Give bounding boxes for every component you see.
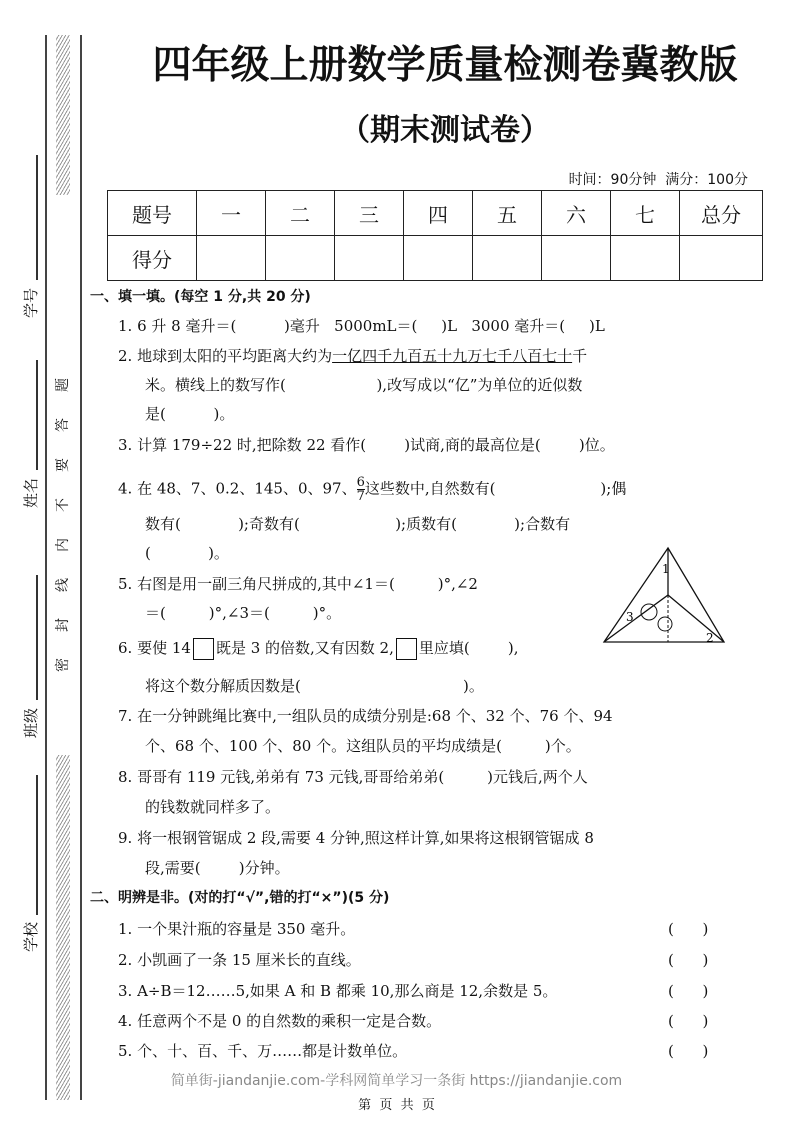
score-cell[interactable] [611, 236, 680, 281]
question-8: 8. 哥哥有 119 元钱,弟弟有 73 元钱,哥哥给弟弟( )元钱后,两个人 [118, 768, 588, 786]
answer-bracket[interactable]: ( ) [668, 951, 709, 969]
hatch-top [56, 35, 70, 195]
question-2-line3: 是( )。 [145, 405, 235, 423]
question-7: 7. 在一分钟跳绳比赛中,一组队员的成绩分别是:68 个、32 个、76 个、94 [118, 707, 613, 725]
judge-item: 4. 任意两个不是 0 的自然数的乘积一定是合数。 [118, 1012, 442, 1030]
hatch-bottom [56, 755, 70, 1100]
table-header: 二 [266, 191, 335, 236]
q6-text: 6. 要使 14 [118, 639, 191, 657]
seal-char: 线 [55, 578, 71, 592]
judge-item: 3. A÷B＝12……5,如果 A 和 B 都乘 10,那么商是 12,余数是 5。 [118, 982, 558, 1000]
q2-text-end: 千 [572, 347, 588, 365]
table-header: 三 [335, 191, 404, 236]
denominator: 7 [356, 489, 365, 504]
q4-text-end: 这些数中,自然数有( );偶 [364, 479, 627, 498]
question-9-line2: 段,需要( )分钟。 [145, 859, 290, 877]
question-8-line2: 的钱数就同样多了。 [145, 798, 281, 816]
score-cell[interactable] [542, 236, 611, 281]
table-row [108, 191, 763, 236]
q2-underlined-number: 一亿四千九百五十九万七千八百七十 [332, 347, 573, 365]
seal-char: 不 [55, 498, 71, 512]
binding-line-left [45, 35, 47, 1100]
judge-item: 5. 个、十、百、千、万……都是计数单位。 [118, 1042, 408, 1060]
question-5: 5. 右图是用一副三角尺拼成的,其中∠1＝( )°,∠2 [118, 575, 478, 593]
seal-char: 内 [55, 538, 71, 552]
fraction [357, 476, 365, 503]
question-3: 3. 计算 179÷22 时,把除数 22 看作( )试商,商的最高位是( )位。 [118, 436, 615, 454]
numerator: 6 [356, 475, 365, 490]
angle-3-label: 3 [626, 610, 634, 624]
student-id-label: 学号 [22, 287, 40, 318]
score-cell[interactable] [404, 236, 473, 281]
digit-box[interactable] [193, 638, 214, 660]
seal-char: 要 [55, 458, 71, 472]
score-cell[interactable] [473, 236, 542, 281]
score-table [107, 190, 763, 281]
score-cell[interactable] [335, 236, 404, 281]
score-cell[interactable] [197, 236, 266, 281]
question-6 [118, 638, 519, 660]
q2-text: 2. 地球到太阳的平均距离大约为 [118, 347, 333, 365]
table-header: 总分 [680, 191, 763, 236]
judge-item: 2. 小凯画了一条 15 厘米长的直线。 [118, 951, 361, 969]
section1-heading: 一、填一填。(每空 1 分,共 20 分) [90, 289, 311, 305]
question-1: 1. 6 升 8 毫升＝( )毫升 5000mL＝( )L 3000 毫升＝( )L [118, 317, 605, 335]
answer-bracket[interactable]: ( ) [668, 920, 709, 938]
question-2-line2: 米。横线上的数写作( ),改写成以“亿”为单位的近似数 [145, 376, 583, 394]
page-subtitle: （期末测试卷） [340, 113, 550, 148]
name-label: 姓名 [22, 477, 40, 508]
angle-2-label: 2 [706, 631, 714, 645]
digit-box[interactable] [396, 638, 417, 660]
class-label: 班级 [22, 707, 40, 738]
triangle-figure [598, 545, 728, 647]
judge-item: 1. 一个果汁瓶的容量是 350 毫升。 [118, 920, 356, 938]
q6-text-end: 里应填( ), [418, 639, 519, 657]
question-4-line3: ( )。 [145, 544, 229, 562]
table-header: 七 [611, 191, 680, 236]
question-6-line2: 将这个数分解质因数是( )。 [145, 677, 484, 695]
table-header: 六 [542, 191, 611, 236]
question-2 [118, 346, 587, 366]
question-4-line2: 数有( );奇数有( );质数有( );合数有 [145, 515, 571, 533]
question-9: 9. 将一根钢管锯成 2 段,需要 4 分钟,照这样计算,如果将这根钢管锯成 8 [118, 829, 594, 847]
class-field[interactable] [36, 575, 38, 700]
answer-bracket[interactable]: ( ) [668, 1012, 709, 1030]
angle-1-label: 1 [662, 562, 670, 576]
seal-char: 封 [55, 618, 71, 632]
school-field[interactable] [36, 775, 38, 915]
answer-bracket[interactable]: ( ) [668, 982, 709, 1000]
school-label: 学校 [22, 921, 40, 952]
score-cell[interactable] [266, 236, 335, 281]
table-row [108, 236, 763, 281]
binding-line-right [80, 35, 82, 1100]
seal-char: 密 [55, 658, 71, 672]
table-header: 五 [473, 191, 542, 236]
table-header: 题号 [108, 191, 197, 236]
question-4 [118, 476, 626, 503]
row-label: 得分 [108, 236, 197, 281]
table-header: 四 [404, 191, 473, 236]
student-id-field[interactable] [36, 155, 38, 280]
table-header: 一 [197, 191, 266, 236]
seal-char: 答 [55, 418, 71, 432]
section2-heading: 二、明辨是非。(对的打“√”,错的打“×”)(5 分) [90, 890, 390, 906]
question-7-line2: 个、68 个、100 个、80 个。这组队员的平均成绩是( )个。 [145, 737, 581, 755]
q6-text-mid: 既是 3 的倍数,又有因数 2, [215, 639, 394, 657]
page-number: 第 页 共 页 [358, 1098, 435, 1113]
q4-text: 4. 在 48、7、0.2、145、0、97、 [118, 479, 357, 498]
question-5-line2: ＝( )°,∠3＝( )°。 [145, 604, 342, 622]
watermark: 简单街-jiandanjie.com-学科网简单学习一条街 https://jiandanjie.com [170, 1073, 623, 1089]
name-field[interactable] [36, 360, 38, 470]
seal-char: 题 [55, 378, 71, 392]
page-title: 四年级上册数学质量检测卷冀教版 [152, 43, 738, 88]
score-cell[interactable] [680, 236, 763, 281]
exam-meta: 时间：90分钟 满分：100分 [568, 172, 748, 188]
seal-text [54, 365, 72, 685]
answer-bracket[interactable]: ( ) [668, 1042, 709, 1060]
